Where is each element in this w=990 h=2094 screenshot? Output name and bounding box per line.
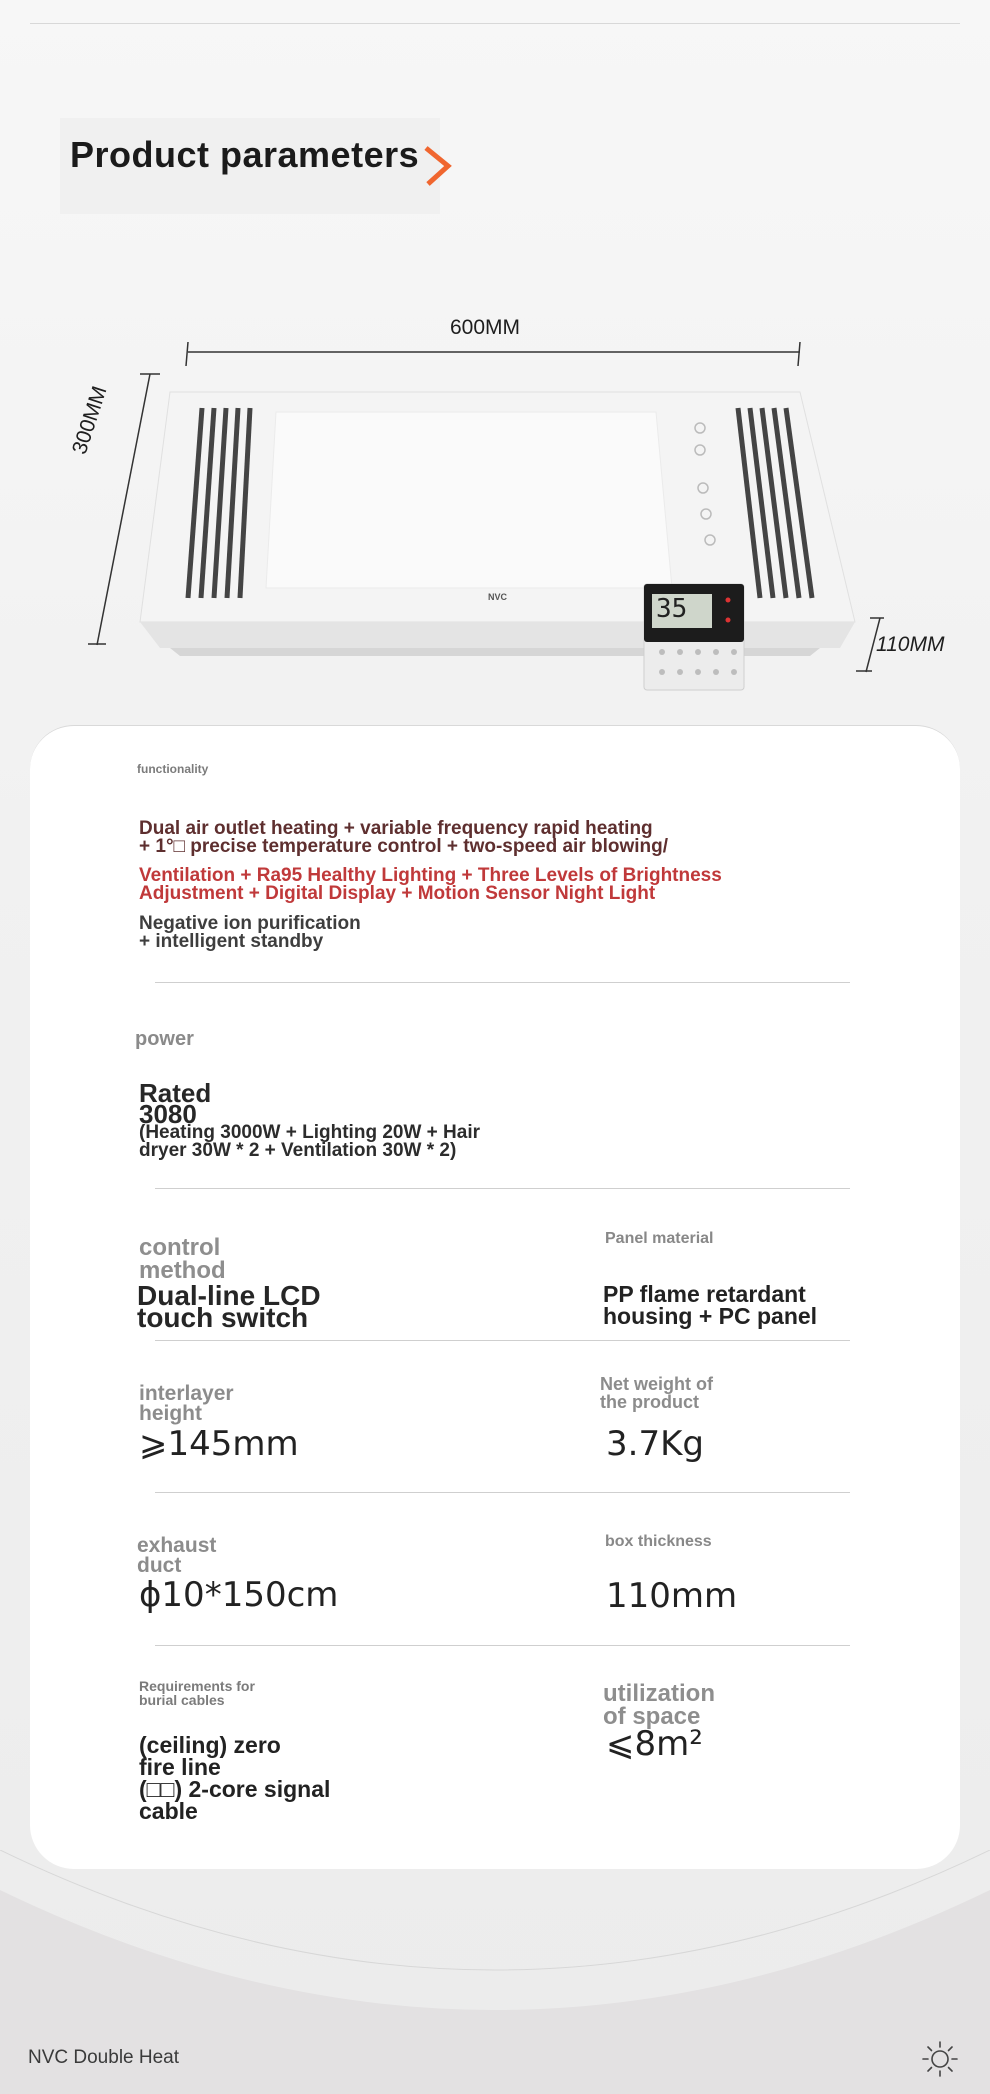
box-thickness-label: box thickness: [605, 1533, 712, 1550]
power-rated: Rated 3080: [139, 1078, 212, 1129]
width-dimension: 600MM: [450, 316, 521, 339]
functionality-text-2: Ventilation + Ra95 Healthy Lighting + Three Levels of Brightness Adjustment + Digital Display + Motion Sensor Night Light: [139, 865, 722, 904]
product-diagram: [0, 300, 990, 700]
burial-cables-value: (ceiling) zero fire line (□□) 2-core signal cable: [139, 1732, 331, 1824]
divider: [155, 982, 850, 983]
burial-cables-label: Requirements for burial cables: [139, 1678, 255, 1708]
panel-material-label: Panel material: [605, 1230, 714, 1247]
divider: [155, 1340, 850, 1341]
utilization-value: ⩽8m²: [606, 1724, 703, 1764]
panel-material-value: PP flame retardant housing + PC panel: [603, 1281, 818, 1329]
exhaust-duct-value: ϕ10*150cm: [139, 1575, 339, 1615]
top-divider: [30, 23, 960, 24]
section-title-box: [60, 118, 440, 214]
lcd-reading: 35: [656, 594, 688, 624]
exhaust-duct-label: exhaust duct: [137, 1534, 217, 1577]
product-illustration: [0, 300, 990, 700]
net-weight-value: 3.7Kg: [606, 1424, 704, 1464]
interlayer-height-value: ⩾145mm: [139, 1424, 299, 1464]
divider: [155, 1645, 850, 1646]
page-title: Product parameters: [70, 134, 420, 175]
functionality-text-3: Negative ion purification + intelligent standby: [139, 913, 361, 952]
functionality-label: functionality: [137, 762, 209, 776]
depth-dimension: 110MM: [876, 633, 945, 656]
divider: [155, 1188, 850, 1189]
utilization-label: utilization of space: [603, 1680, 715, 1730]
chevron-right-icon: [420, 140, 460, 190]
net-weight-label: Net weight of the product: [600, 1374, 713, 1412]
height-dimension: 300MM: [68, 383, 112, 458]
control-method-value: Dual-line LCD touch switch: [137, 1280, 321, 1333]
power-detail: (Heating 3000W + Lighting 20W + Hair dryer 30W * 2 + Ventilation 30W * 2): [139, 1122, 481, 1161]
interlayer-height-label: interlayer height: [139, 1382, 234, 1425]
power-label: power: [135, 1028, 194, 1050]
box-thickness-value: 110mm: [606, 1576, 738, 1616]
functionality-text-1: Dual air outlet heating + variable frequency rapid heating + 1°□ precise temperature control + two-speed air blowing/: [139, 818, 669, 857]
divider: [155, 1492, 850, 1493]
product-logo: NVC: [488, 592, 508, 602]
sun-icon: [921, 2040, 959, 2078]
control-method-label: control method: [139, 1234, 226, 1284]
footer-brand: NVC Double Heat: [28, 2047, 180, 2068]
